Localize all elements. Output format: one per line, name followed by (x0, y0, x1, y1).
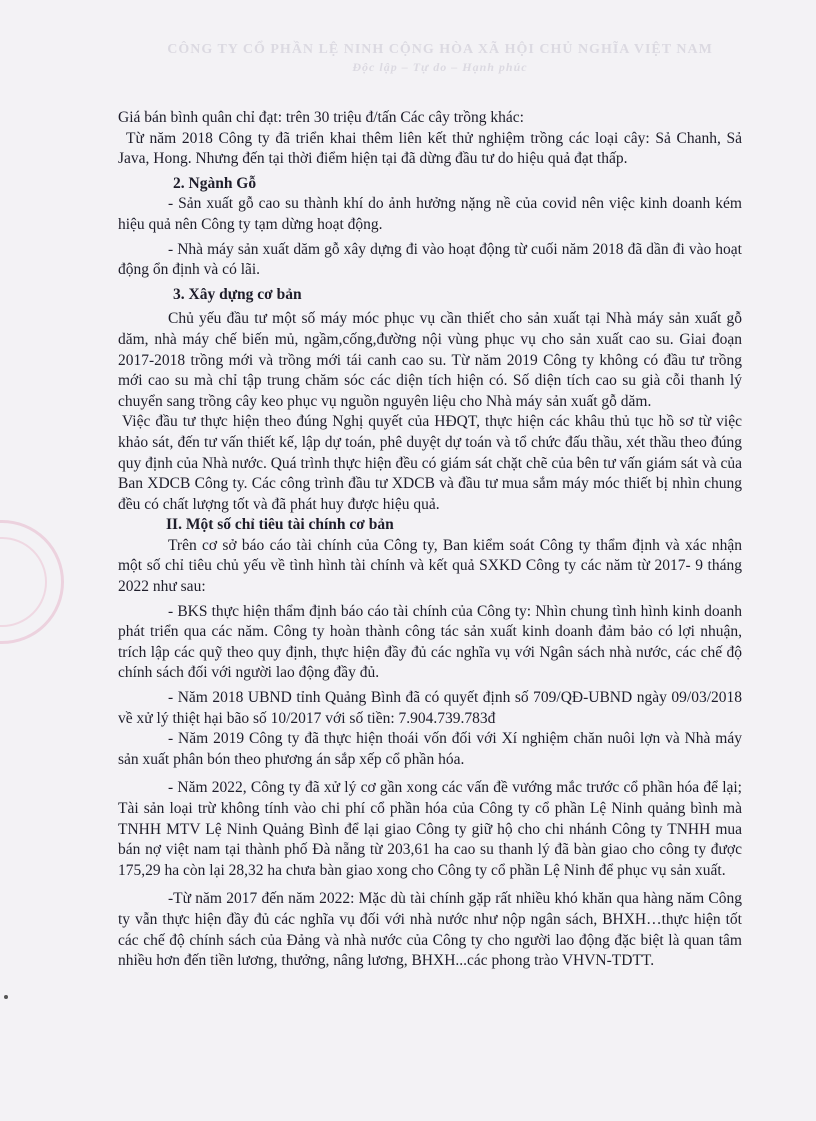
heading-financial-indicators: II. Một số chỉ tiêu tài chính cơ bản (166, 516, 394, 534)
paragraph-obligations-2017-2022: -Từ năm 2017 đến năm 2022: Mặc dù tài chính gặp rất nhiều khó khăn qua hàng năm Công ty vẫn thực hiện đầy đủ các nghĩa vụ đối với nhà nước như nộp ngân sách, BHXH…thực hiện tốt các chế độ chính sách của Đảng và nhà nước của Công ty cho người lao động đặc biệt là quan tâm nhiều hơn đến tiền lương, thưởng, nâng lương, BHXH...các phong trào VHVN-TDTT. (118, 890, 742, 970)
heading-construction: 3. Xây dựng cơ bản (173, 285, 302, 303)
paragraph-bks-appraisal: - BKS thực hiện thẩm định báo cáo tài chính của Công ty: Nhìn chung tình hình kinh doanh phát triển qua các năm. Công ty hoàn thành công tác sản xuất kinh doanh đảm bảo có lợi nhuận, trích lập các quỹ theo quy định, thực hiện đầy đủ các nghĩa vụ với Ngân sách nhà nước, các chế độ chính sách đối với người lao động đầy đủ. (118, 602, 742, 682)
document-body (118, 108, 742, 972)
paragraph-average-price: Giá bán bình quân chỉ đạt: trên 30 triệu đ/tấn Các cây trồng khác: (118, 109, 524, 126)
paragraph-wood-chip-factory: - Nhà máy sản xuất dăm gỗ xây dựng đi vào hoạt động từ cuối năm 2018 đã dần đi vào hoạt động ổn định và có lãi. (118, 240, 742, 279)
margin-speck (4, 995, 8, 999)
paragraph-storm-damage-2018: - Năm 2018 UBND tỉnh Quảng Bình đã có quyết định số 709/QĐ-UBND ngày 09/03/2018 về xử lý thiệt hại bão số 10/2017 với số tiền: 7.904.739.783đ (118, 689, 742, 727)
paragraph-investment: Chủ yếu đầu tư một số máy móc phục vụ cần thiết cho sản xuất tại Nhà máy sản xuất gỗ dăm, nhà máy chế biến mủ, ngầm,cống,đường nội vùng phục vụ cho sản xuất cao su. Giai đoạn 2017-2018 trồng mới và trồng mới tái canh cao su. Từ năm 2019 Công ty không có đầu tư trồng mới cao su mà chỉ tập trung chăm sóc các diện tích hiện có. Số diện tích cao su già cỗi thanh lý chuyển sang trồng cây keo phục vụ nguồn nguyên liệu cho Nhà máy sản xuất gỗ dăm. (118, 310, 742, 410)
bleed-through-line-2: Độc lập – Tự do – Hạnh phúc (352, 60, 528, 74)
paragraph-financial-basis: Trên cơ sở báo cáo tài chính của Công ty, Ban kiểm soát Công ty thẩm định và xác nhận một số chỉ tiêu chủ yếu về tình hình tài chính và kết quả SXKD Công ty các năm từ 2017- 9 tháng 2022 như sau: (118, 536, 742, 596)
red-seal-stamp (0, 520, 64, 644)
paragraph-rubber-wood: - Sản xuất gỗ cao su thành khí do ảnh hưởng nặng nề của covid nên việc kinh doanh kém hiệu quả nên Công ty tạm dừng hoạt động. (118, 195, 742, 233)
paragraph-investment-process: Việc đầu tư thực hiện theo đúng Nghị quyết của HĐQT, thực hiện các khâu thủ tục hồ sơ từ việc khảo sát, đến tư vấn thiết kế, lập dự toán, phê duyệt dự toán và tổ chức đấu thầu, xét thầu theo đúng quy định của Nhà nước. Quá trình thực hiện đều có giám sát chặt chẽ của bên tư vấn giám sát và của Ban XDCB Công ty. Các công trình đầu tư XDCB và đầu tư mua sắm máy móc thiết bị nhìn chung đều có chất lượng tốt và đã phát huy được hiệu quả. (118, 413, 742, 513)
paragraph-assets-2022: - Năm 2022, Công ty đã xử lý cơ gần xong các vấn đề vướng mắc trước cổ phần hóa để lại; Tài sản loại trừ không tính vào chi phí cổ phần hóa của Công ty cổ phần Lệ Ninh quảng bình mà TNHH MTV Lệ Ninh Quảng Bình để lại giao Công ty giữ hộ cho chi nhánh Công ty TNHH mua bán nợ việt nam tại thành phố Đà nẵng từ 203,61 ha cao su thanh lý đã bàn giao cho công ty được 175,29 ha còn lại 28,32 ha chưa bàn giao xong cho Công ty cổ phần Lệ Ninh để phục vụ sản xuất. (118, 779, 742, 879)
bleed-through-line-1: CÔNG TY CỔ PHẦN LỆ NINH CỘNG HÒA XÃ HỘI CHỦ NGHĨA VIỆT NAM (167, 42, 713, 57)
heading-wood-sector: 2. Ngành Gỗ (173, 174, 257, 192)
paragraph-other-crops: Từ năm 2018 Công ty đã triển khai thêm liên kết thử nghiệm trồng các loại cây: Sả Chanh, Sả Java, Hong. Nhưng đến tại thời điểm hiện tại đã dừng đầu tư do hiệu quả đạt thấp. (118, 129, 742, 168)
bleed-through-header (90, 42, 790, 75)
paragraph-divestment-2019: - Năm 2019 Công ty đã thực hiện thoái vốn đối với Xí nghiệm chăn nuôi lợn và Nhà máy sản xuất phân bón theo phương án sắp xếp cổ phần hóa. (118, 730, 742, 768)
